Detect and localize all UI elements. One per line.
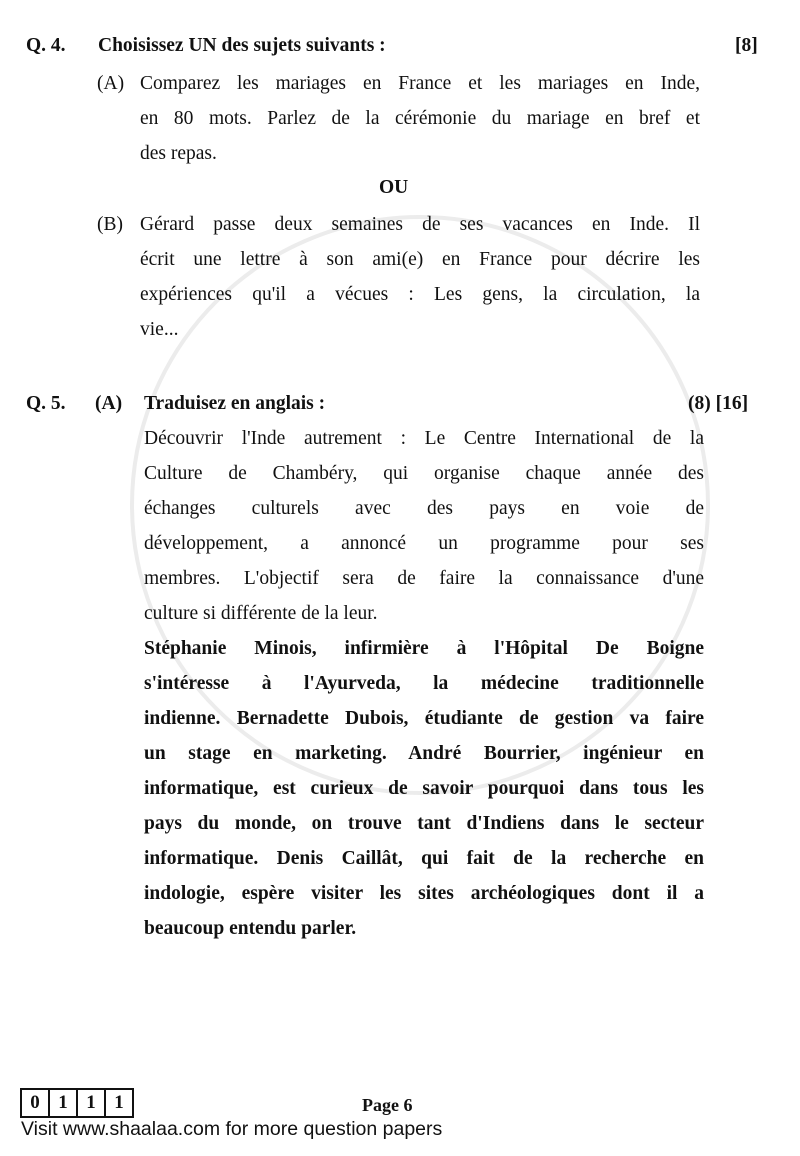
page-number: Page 6 — [362, 1095, 413, 1115]
q5-passage-line: membres. L'objectif sera de faire la connaissance d'une — [144, 568, 704, 589]
q5-passage-line: développement, a annoncé un programme pour ses — [144, 533, 704, 554]
q4-heading: Choisissez UN des sujets suivants : — [98, 35, 386, 56]
q4-marks: [8] — [735, 35, 758, 56]
q4-b-line: écrit une lettre à son ami(e) en France pour décrire les — [140, 249, 700, 270]
q5-passage-line: culture si différente de la leur. — [144, 603, 378, 624]
q5-passage-line: s'intéresse à l'Ayurveda, la médecine traditionnelle — [144, 673, 704, 694]
q4-a-line: en 80 mots. Parlez de la cérémonie du mariage en bref et — [140, 108, 700, 129]
q5-passage-line: Culture de Chambéry, qui organise chaque année des — [144, 463, 704, 484]
q5-option-a-label: (A) — [95, 393, 123, 414]
q5-passage-line: informatique, est curieux de savoir pourquoi dans tous les — [144, 778, 704, 799]
q5-passage-line: pays du monde, on trouve tant d'Indiens dans le secteur — [144, 813, 704, 834]
q4-option-b-text — [140, 208, 700, 348]
q4-b-line: vie... — [140, 319, 179, 340]
q4-a-line: Comparez les mariages en France et les mariages en Inde, — [140, 73, 700, 94]
code-digit: 1 — [50, 1090, 78, 1116]
q4-option-a-text — [140, 67, 700, 172]
q5-passage — [144, 422, 704, 947]
code-digit: 0 — [22, 1090, 50, 1116]
paper-code-box — [20, 1088, 134, 1118]
visit-link[interactable]: Visit www.shaalaa.com for more question papers — [21, 1118, 443, 1140]
code-digit: 1 — [78, 1090, 106, 1116]
q5-passage-line: échanges culturels avec des pays en voie de — [144, 498, 704, 519]
q4-option-a-label: (A) — [97, 73, 125, 94]
q5-number: Q. 5. — [26, 393, 66, 414]
q5-passage-line: indienne. Bernadette Dubois, étudiante de gestion va faire — [144, 708, 704, 729]
q5-passage-line: beaucoup entendu parler. — [144, 918, 357, 939]
q5-passage-line: indologie, espère visiter les sites archéologiques dont il a — [144, 883, 704, 904]
q4-option-b-label: (B) — [97, 214, 123, 235]
q5-marks: (8) [16] — [688, 393, 749, 414]
code-digit: 1 — [114, 1092, 124, 1113]
q4-a-line: des repas. — [140, 143, 217, 164]
q4-number: Q. 4. — [26, 35, 66, 56]
q4-b-line: expériences qu'il a vécues : Les gens, la circulation, la — [140, 284, 700, 305]
q5-heading: Traduisez en anglais : — [144, 393, 326, 414]
q5-passage-line: un stage en marketing. André Bourrier, ingénieur en — [144, 743, 704, 764]
q5-passage-line: Découvrir l'Inde autrement : Le Centre International de la — [144, 428, 704, 449]
q5-passage-line: Stéphanie Minois, infirmière à l'Hôpital De Boigne — [144, 638, 704, 659]
q4-or: OU — [379, 177, 409, 198]
q4-b-line: Gérard passe deux semaines de ses vacances en Inde. Il — [140, 214, 700, 235]
q5-passage-line: informatique. Denis Caillât, qui fait de la recherche en — [144, 848, 704, 869]
